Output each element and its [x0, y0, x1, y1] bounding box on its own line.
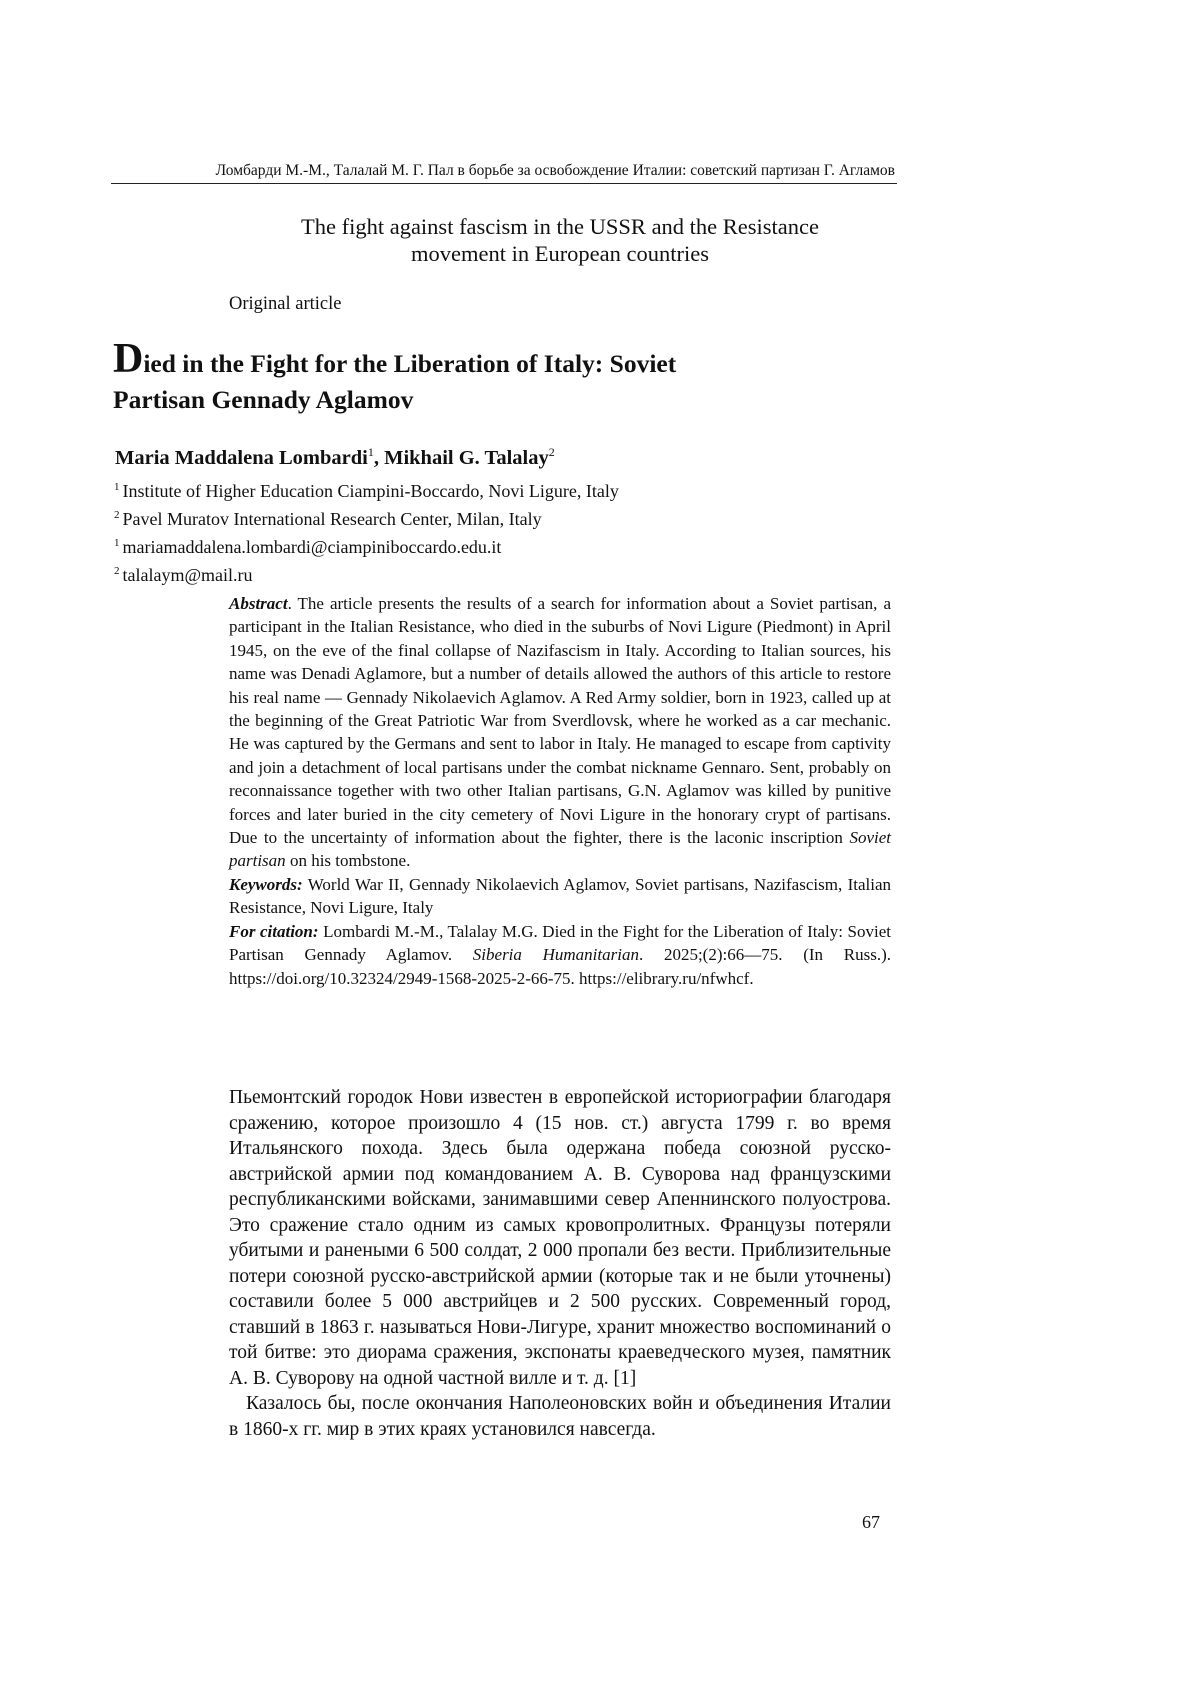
affiliation-1 — [114, 475, 619, 503]
affiliation-2-sup: 2 — [114, 509, 120, 521]
abstract-text-2: on his tombstone. — [285, 851, 411, 871]
article-type: Original article — [229, 294, 342, 314]
authors — [115, 445, 555, 470]
affiliations — [114, 475, 619, 587]
email-2-sup: 2 — [114, 565, 120, 577]
email-1-sup: 1 — [114, 537, 120, 549]
affiliation-2 — [114, 503, 619, 531]
email-1-text[interactable]: mariamaddalena.lombardi@ciampiniboccardo.edu.it — [122, 537, 502, 557]
citation-journal: Siberia Humanitarian — [472, 945, 639, 965]
citation-label: For citation: — [229, 921, 319, 941]
keywords — [229, 873, 891, 920]
article-title-line-1 — [113, 336, 893, 382]
author-separator: , — [373, 446, 385, 469]
article-title — [113, 336, 893, 418]
page-number: 67 — [862, 1512, 880, 1532]
title-dropcap: D — [113, 336, 144, 382]
section-title-line-1: The fight against fascism in the USSR and the Resistance — [300, 214, 820, 239]
body-paragraph-1: Пьемонтский городок Нови известен в европейской историографии благодаря сражению, которое произошло 4 (15 нов. ст.) августа 1799 г. во время Итальянского похода. Здесь была одержана победа союзной русско-австрийской армии под командованием А. В. Суворова над французскими республиканскими войсками, занимавшими север Апеннинского полуострова. Это сражение стало одним из самых кровопролитных. Французы потеряли убитыми и ранеными 6 500 солдат, 2 000 пропали без вести. Приблизительные потери союзной русско-австрийской армии (которые так и не были уточнены) составили более 5 000 австрийцев и 2 500 русских. Современный город, ставший в 1863 г. называться Нови-Лигуре, хранит множество воспоминаний о той битве: это диорама сражения, экспонаты краеведческого музея, памятник А. В. Суворову на одной частной вилле и т. д. [1] — [229, 1087, 891, 1389]
abstract-block — [229, 592, 891, 990]
affiliation-2-text: Pavel Muratov International Research Center, Milan, Italy — [122, 509, 542, 529]
affiliation-1-sup: 1 — [114, 481, 120, 493]
header-rule — [111, 183, 897, 184]
email-2 — [114, 559, 619, 587]
author-2: Mikhail G. Talalay — [384, 446, 549, 469]
abstract-text-1: . The article presents the results of a search for information about a Soviet partisan, a participant in the Italian Resistance, who died in the suburbs of Novi Ligure (Piedmont) in April 1945, on the eve of the final collapse of Nazifascism in Italy. According to Italian sources, his name was Denadi Aglamore, but a number of details allowed the authors of this article to restore his real name — Gennady Nikolaevich Aglamov. A Red Army soldier, born in 1923, called up at the beginning of the Great Patriotic War from Sverdlovsk, where he worked as a car mechanic. He was captured by the Germans and sent to labor in Italy. He managed to escape from captivity and join a detachment of local partisans under the combat nickname Gennaro. Sent, probably on reconnaissance together with two other Italian partisans, G.N. Aglamov was killed by punitive forces and later buried in the city cemetery of Novi Ligure in the honorary crypt of partisans. Due to the uncertainty of information about the fighter, there is the laconic inscription — [229, 594, 891, 848]
article-title-line-1-rest: ied in the Fight for the Liberation of Italy: Soviet — [143, 349, 677, 378]
author-2-sup: 2 — [548, 445, 555, 459]
abstract — [229, 592, 891, 873]
section-title — [230, 213, 890, 267]
article-title-line-2: Partisan Gennady Aglamov — [113, 385, 414, 414]
author-1-sup: 1 — [367, 445, 374, 459]
citation-text-1: Lombardi M.-M., Talalay M.G. Died in the Fight for the Liberation of Italy: Soviet Partisan Gennady Aglamov. — [229, 921, 891, 965]
body-paragraph-2: Казалось бы, после окончания Наполеоновских войн и объединения Италии в 1860-х гг. мир в этих краях установился навсегда. — [229, 1393, 891, 1440]
body-text — [229, 1085, 891, 1442]
abstract-italic-phrase: Soviet partisan — [229, 828, 891, 871]
section-title-line-2: movement in European countries — [410, 241, 710, 266]
affiliation-1-text: Institute of Higher Education Ciampini-Boccardo, Novi Ligure, Italy — [122, 481, 619, 501]
email-1 — [114, 531, 619, 559]
email-2-text[interactable]: talalaym@mail.ru — [122, 565, 253, 585]
keywords-label: Keywords: — [229, 874, 303, 894]
abstract-label: Abstract — [229, 594, 288, 613]
author-1: Maria Maddalena Lombardi — [115, 446, 368, 469]
citation — [229, 920, 891, 990]
citation-text-2: . 2025;(2):66—75. (In Russ.). https://doi.org/10.32324/2949-1568-2025-2-66-75. https://elibrary.ru/nfwhcf. — [229, 945, 891, 988]
keywords-text: World War II, Gennady Nikolaevich Aglamov, Soviet partisans, Nazifascism, Italian Resistance, Novi Ligure, Italy — [229, 874, 891, 918]
running-header: Ломбарди М.-М., Талалай М. Г. Пал в борьбе за освобождение Италии: советский партизан Г. Агламов — [215, 162, 895, 179]
